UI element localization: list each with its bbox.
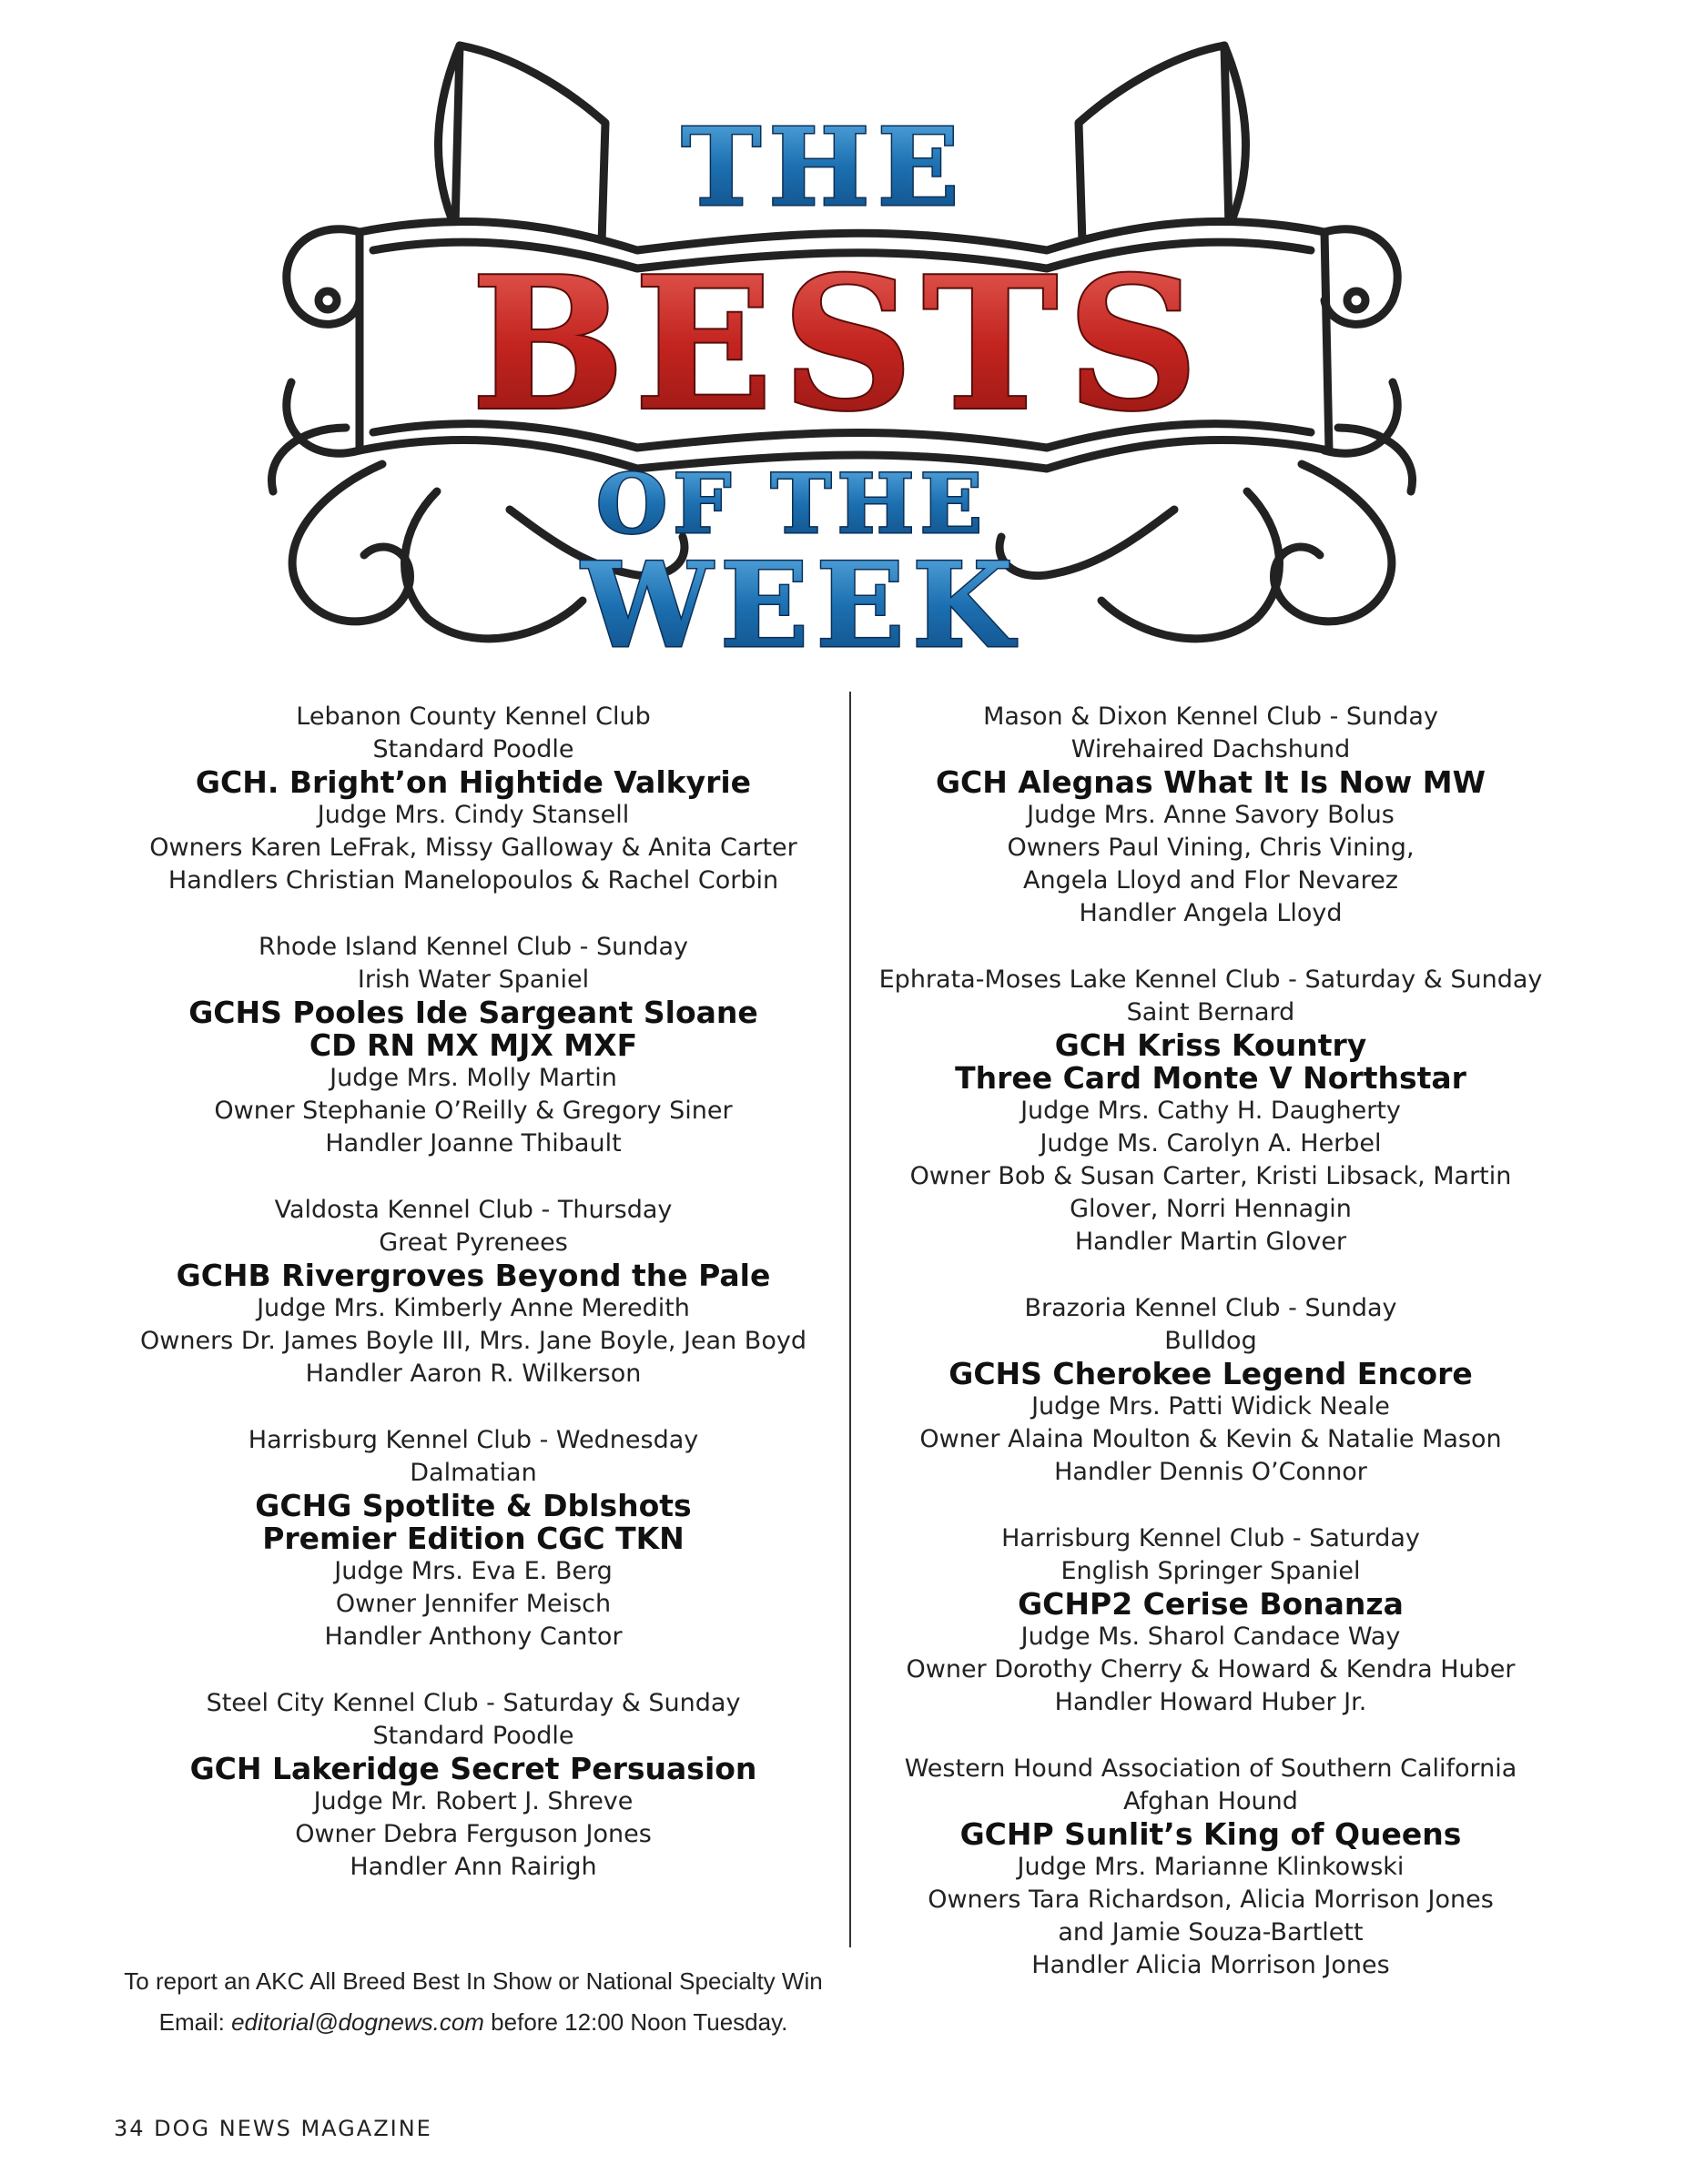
breed-name: Irish Water Spaniel (357, 966, 590, 994)
entry-detail: Judge Mrs. Cindy Stansell (317, 801, 630, 829)
entry-detail: Owners Tara Richardson, Alicia Morrison Jones (928, 1886, 1494, 1914)
club-name: Harrisburg Kennel Club - Wednesday (248, 1426, 699, 1454)
report-instructions-line: To report an AKC All Breed Best In Show or National Specialty Win (124, 1967, 823, 1995)
dog-name: GCH. Bright’on Hightide Valkyrie (195, 764, 752, 800)
result-entry (819, 1522, 1602, 1719)
club-name: Lebanon County Kennel Club (296, 703, 651, 731)
entry-detail: Handler Dennis O’Connor (1054, 1458, 1367, 1486)
entry-detail: Judge Mr. Robert J. Shreve (313, 1787, 634, 1815)
entry-detail: Judge Mrs. Eva E. Berg (334, 1557, 613, 1585)
result-entry (82, 701, 865, 897)
results-column-right (819, 701, 1602, 2016)
dog-name: GCH Alegnas What It Is Now MW (935, 764, 1486, 800)
dog-name: CD RN MX MJX MXF (309, 1027, 638, 1063)
breed-name: Saint Bernard (1126, 998, 1295, 1026)
result-entry (82, 1424, 865, 1653)
result-entry (819, 701, 1602, 930)
breed-name: Dalmatian (410, 1459, 537, 1487)
breed-name: Afghan Hound (1123, 1787, 1298, 1815)
club-name: Mason & Dixon Kennel Club - Sunday (983, 703, 1438, 731)
dog-name: GCHP2 Cerise Bonanza (1018, 1586, 1404, 1622)
entry-detail: Judge Mrs. Molly Martin (330, 1064, 617, 1092)
entry-detail: Owners Karen LeFrak, Missy Galloway & Anita Carter (149, 834, 797, 862)
entry-detail: Handler Angela Lloyd (1079, 899, 1343, 927)
entry-detail: Handler Alicia Morrison Jones (1031, 1951, 1390, 1979)
club-name: Western Hound Association of Southern California (904, 1754, 1517, 1783)
dog-name: GCH Lakeridge Secret Persuasion (189, 1751, 757, 1786)
club-name: Harrisburg Kennel Club - Saturday (1001, 1524, 1420, 1552)
entry-detail: Owner Bob & Susan Carter, Kristi Libsack, Martin (909, 1162, 1512, 1190)
report-email-line (118, 2002, 828, 2043)
email-suffix: before 12:00 Noon Tuesday. (483, 2008, 788, 2036)
entry-detail: Judge Mrs. Patti Widick Neale (1031, 1392, 1390, 1421)
entry-detail: and Jamie Souza-Bartlett (1058, 1918, 1364, 1946)
breed-name: Wirehaired Dachshund (1070, 735, 1351, 763)
dog-name: GCHS Pooles Ide Sargeant Sloane (188, 995, 758, 1030)
entry-detail: Owner Alaina Moulton & Kevin & Natalie Mason (919, 1425, 1502, 1453)
dog-name: GCHG Spotlite & Dblshots (255, 1488, 692, 1523)
entry-detail: Owner Dorothy Cherry & Howard & Kendra Huber (906, 1655, 1516, 1684)
entry-detail: Handler Joanne Thibault (325, 1129, 622, 1158)
club-name: Rhode Island Kennel Club - Sunday (258, 933, 689, 961)
entry-detail: Handler Ann Rairigh (350, 1853, 597, 1881)
dog-name: Premier Edition CGC TKN (262, 1521, 685, 1556)
breed-name: Standard Poodle (372, 1722, 574, 1750)
dog-name: GCH Kriss Kountry (1054, 1027, 1367, 1063)
entry-detail: Handler Aaron R. Wilkerson (305, 1360, 642, 1388)
breed-name: Bulldog (1164, 1327, 1257, 1355)
entry-detail: Handlers Christian Manelopoulos & Rachel Corbin (167, 866, 779, 895)
entry-detail: Owners Dr. James Boyle III, Mrs. Jane Boyle, Jean Boyd (140, 1327, 806, 1355)
entry-detail: Judge Mrs. Anne Savory Bolus (1027, 801, 1395, 829)
breed-name: Great Pyrenees (379, 1228, 568, 1257)
masthead-word-of-the: OF THE (595, 456, 989, 552)
breed-name: English Springer Spaniel (1060, 1557, 1361, 1585)
entry-detail: Owner Stephanie O’Reilly & Gregory Siner (214, 1097, 733, 1125)
dog-name: GCHP Sunlit’s King of Queens (959, 1816, 1462, 1852)
entry-detail: Glover, Norri Hennagin (1070, 1195, 1352, 1223)
entry-detail: Handler Anthony Cantor (324, 1623, 623, 1651)
email-prefix: Email: (158, 2008, 232, 2036)
report-instructions (118, 1961, 828, 2043)
entry-detail: Owners Paul Vining, Chris Vining, (1007, 834, 1415, 862)
result-entry (82, 931, 865, 1160)
masthead-logo (0, 0, 1684, 692)
result-entry (82, 1687, 865, 1884)
dog-name: GCHS Cherokee Legend Encore (949, 1356, 1473, 1391)
entry-detail: Judge Mrs. Marianne Klinkowski (1017, 1853, 1405, 1881)
entry-detail: Judge Mrs. Kimberly Anne Meredith (257, 1294, 690, 1322)
entry-detail: Angela Lloyd and Flor Nevarez (1023, 866, 1398, 895)
entry-detail: Owner Jennifer Meisch (335, 1590, 612, 1618)
club-name: Ephrata-Moses Lake Kennel Club - Saturday & Sunday (878, 966, 1543, 994)
result-entry (819, 1753, 1602, 1982)
entry-detail: Handler Martin Glover (1074, 1228, 1347, 1256)
club-name: Brazoria Kennel Club - Sunday (1024, 1294, 1397, 1322)
results-column-left (82, 701, 865, 1917)
entry-detail: Judge Ms. Carolyn A. Herbel (1040, 1129, 1382, 1158)
masthead-word-the: THE (681, 104, 967, 230)
club-name: Valdosta Kennel Club - Thursday (274, 1196, 673, 1224)
entry-detail: Judge Ms. Sharol Candace Way (1020, 1623, 1401, 1651)
result-entry (82, 1194, 865, 1390)
page-footer: 34 DOG NEWS MAGAZINE (114, 2116, 432, 2141)
result-entry (819, 1292, 1602, 1489)
dog-name: Three Card Monte V Northstar (955, 1060, 1466, 1096)
entry-detail: Judge Mrs. Cathy H. Daugherty (1020, 1097, 1401, 1125)
club-name: Steel City Kennel Club - Saturday & Sunday (206, 1689, 741, 1717)
masthead-word-bests: BESTS (471, 238, 1208, 451)
entry-detail: Handler Howard Huber Jr. (1054, 1688, 1367, 1716)
email-link[interactable]: editorial@dognews.com (231, 2008, 484, 2036)
result-entry (819, 964, 1602, 1259)
breed-name: Standard Poodle (372, 735, 574, 763)
entry-detail: Owner Debra Ferguson Jones (295, 1820, 652, 1848)
dog-name: GCHB Rivergroves Beyond the Pale (176, 1258, 771, 1293)
masthead-word-week: WEEK (581, 538, 1021, 674)
